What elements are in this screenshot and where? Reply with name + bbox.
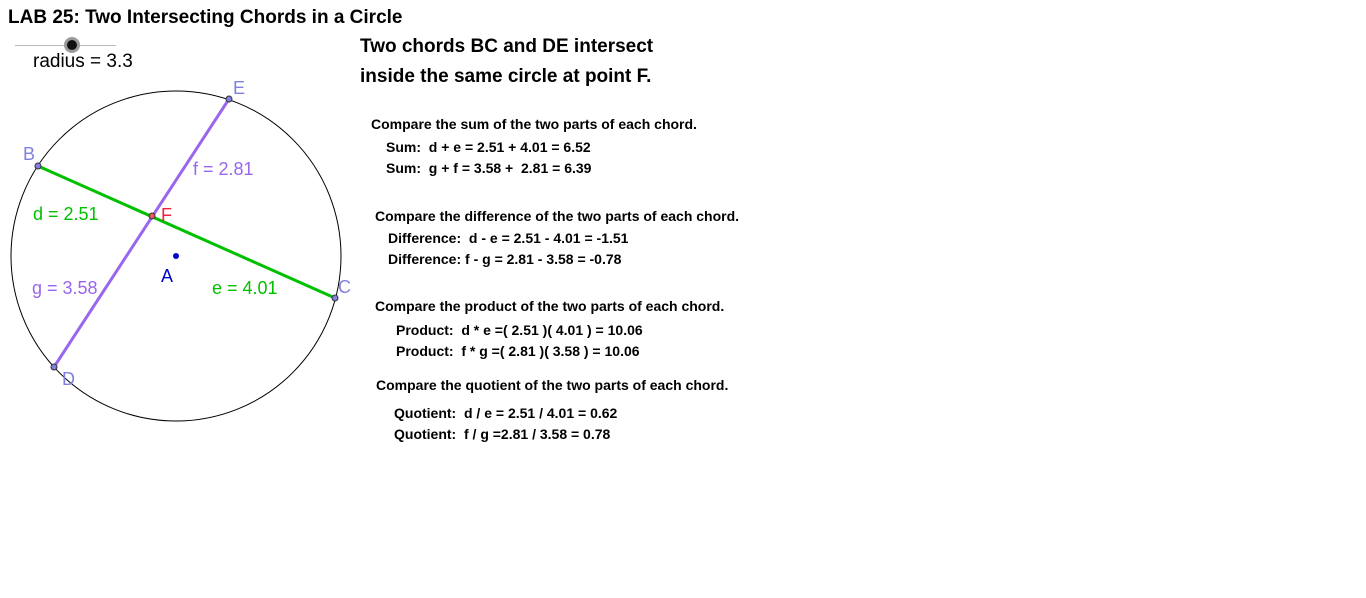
- quotient-section-title: Compare the quotient of the two parts of each chord.: [376, 377, 729, 393]
- quotient-line-2: Quotient: f / g =2.81 / 3.58 = 0.78: [394, 426, 611, 442]
- circle-figure: [0, 0, 360, 440]
- label-e: E: [233, 78, 246, 98]
- point-f[interactable]: [149, 213, 155, 219]
- product-section-title: Compare the product of the two parts of each chord.: [375, 298, 725, 314]
- point-e[interactable]: [226, 96, 232, 102]
- label-c: C: [338, 277, 351, 297]
- difference-line-2: Difference: f - g = 2.81 - 3.58 = -0.78: [388, 251, 622, 267]
- sum-section-title: Compare the sum of the two parts of each chord.: [371, 116, 697, 132]
- quotient-line-1: Quotient: d / e = 2.51 / 4.01 = 0.62: [394, 405, 618, 421]
- difference-line-1: Difference: d - e = 2.51 - 4.01 = -1.51: [388, 230, 629, 246]
- sum-line-2: Sum: g + f = 3.58 + 2.81 = 6.39: [386, 160, 592, 176]
- sum-line-1: Sum: d + e = 2.51 + 4.01 = 6.52: [386, 139, 591, 155]
- segment-e-label: e = 4.01: [212, 278, 278, 298]
- segment-d-label: d = 2.51: [33, 204, 99, 224]
- segment-g-label: g = 3.58: [32, 278, 98, 298]
- point-b[interactable]: [35, 163, 41, 169]
- point-a[interactable]: [173, 253, 179, 259]
- heading-line-2: inside the same circle at point F.: [360, 66, 652, 87]
- page-title: LAB 25: Two Intersecting Chords in a Circle: [8, 7, 403, 28]
- point-d[interactable]: [51, 364, 57, 370]
- label-f: F: [161, 205, 172, 225]
- segment-f-label: f = 2.81: [193, 159, 254, 179]
- label-b: B: [23, 144, 36, 164]
- chord-de[interactable]: [54, 99, 229, 367]
- difference-section-title: Compare the difference of the two parts of each chord.: [375, 208, 740, 224]
- product-line-2: Product: f * g =( 2.81 )( 3.58 ) = 10.06: [396, 343, 640, 359]
- product-line-1: Product: d * e =( 2.51 )( 4.01 ) = 10.06: [396, 322, 643, 338]
- label-a: A: [161, 266, 174, 286]
- radius-slider-label: radius = 3.3: [33, 51, 133, 72]
- heading-line-1: Two chords BC and DE intersect: [360, 36, 654, 57]
- label-d: D: [62, 369, 75, 389]
